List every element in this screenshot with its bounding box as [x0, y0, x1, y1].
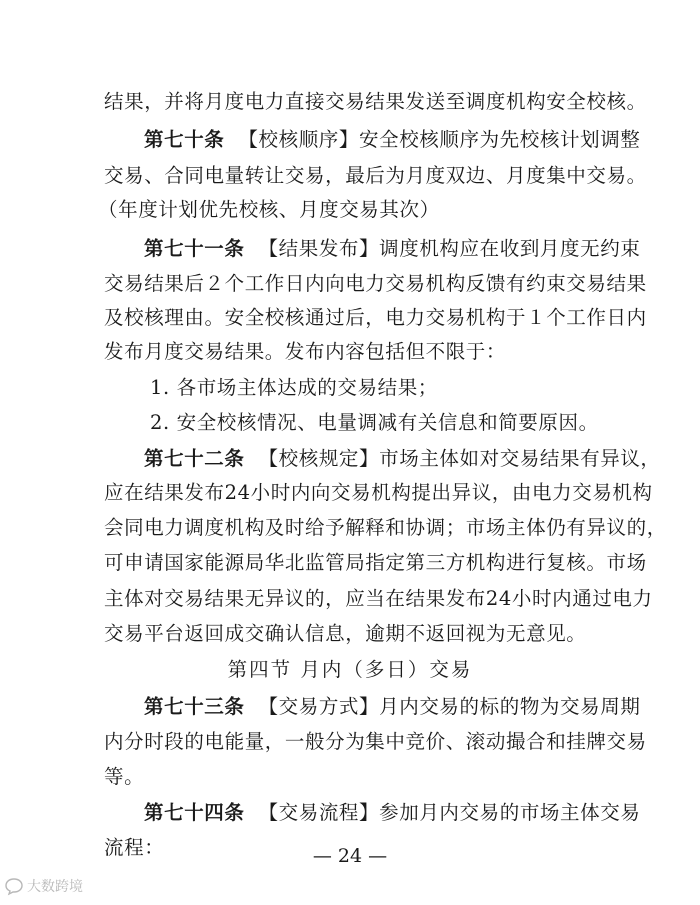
- article-text: 【交易方式】月内交易的标的物为交易周期: [258, 695, 641, 718]
- body-line: 交易结果后２个工作日内向电力交易机构反馈有约束交易结果: [104, 272, 647, 295]
- body-line: 交易平台返回成交确认信息，逾期不返回视为无意见。: [104, 622, 587, 645]
- body-line: 及校核理由。安全校核通过后，电力交易机构于１个工作日内: [104, 306, 647, 329]
- body-line: 发布月度交易结果。发布内容包括但不限于：: [104, 340, 507, 363]
- article-number: 第七十二条: [144, 447, 245, 470]
- page-number: — 24 —: [312, 845, 388, 867]
- section-heading: 第四节 月内（多日）交易: [227, 658, 473, 681]
- body-line: 会同电力调度机构及时给予解释和协调；市场主体仍有异议的，: [104, 516, 667, 539]
- list-item: 2. 安全校核情况、电量调减有关信息和简要原因。: [150, 411, 599, 434]
- body-line: 流程：: [104, 836, 165, 859]
- chat-bubble-icon: [4, 877, 24, 895]
- article-72-line: [144, 440, 661, 478]
- article-text: 【结果发布】调度机构应在收到月度无约束: [258, 237, 641, 260]
- article-text: 【交易流程】参加月内交易的市场主体交易: [258, 801, 641, 824]
- body-line: 应在结果发布24小时内向交易机构提出异议，由电力交易机构: [104, 481, 653, 504]
- watermark-text: 大数跨境: [27, 879, 83, 895]
- body-line: 结果，并将月度电力直接交易结果发送至调度机构安全校核。: [104, 90, 647, 113]
- watermark: [4, 874, 83, 898]
- body-line: 内分时段的电能量，一般分为集中竞价、滚动撮合和挂牌交易: [104, 730, 647, 753]
- article-73-line: [144, 688, 641, 726]
- article-text: 【校核顺序】安全校核顺序为先校核计划调整: [238, 128, 641, 151]
- article-number: 第七十条: [144, 128, 225, 151]
- body-line: 交易、合同电量转让交易，最后为月度双边、月度集中交易。: [104, 164, 647, 187]
- body-line: 可申请国家能源局华北监管局指定第三方机构进行复核。市场: [104, 551, 647, 574]
- article-text: 【校核规定】市场主体如对交易结果有异议，: [258, 447, 661, 470]
- article-70-line: [144, 121, 641, 159]
- article-74-line: [144, 794, 641, 832]
- article-number: 第七十一条: [144, 237, 245, 260]
- article-number: 第七十三条: [144, 695, 245, 718]
- article-number: 第七十四条: [144, 801, 245, 824]
- body-line: （年度计划优先校核、月度交易其次）: [98, 198, 440, 221]
- body-line: 等。: [104, 765, 145, 788]
- list-item: 1. 各市场主体达成的交易结果；: [150, 376, 438, 399]
- body-line: 主体对交易结果无异议的，应当在结果发布24小时内通过电力: [104, 587, 653, 610]
- article-71-line: [144, 230, 641, 268]
